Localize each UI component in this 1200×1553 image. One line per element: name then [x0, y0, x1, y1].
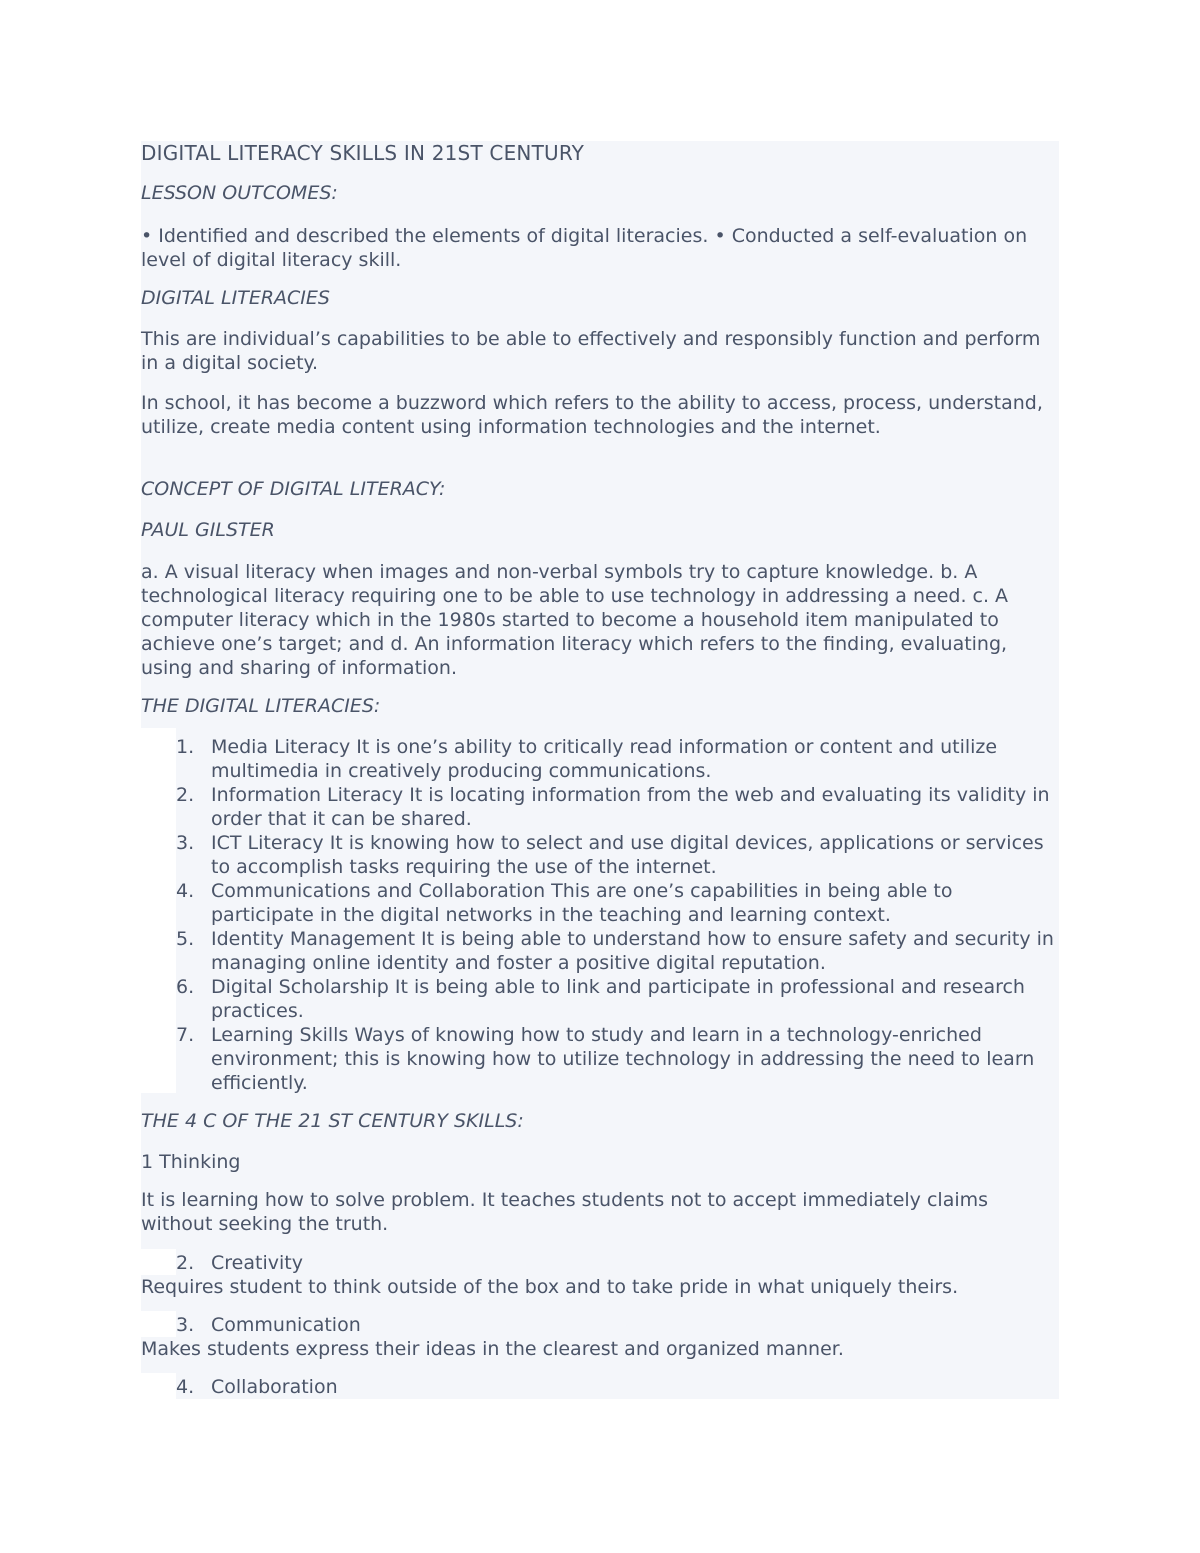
list-item: 6. Digital Scholarship It is being able to link and participate in professional and research practices.	[176, 976, 1025, 1022]
digital-literacies-heading: DIGITAL LITERACIES	[141, 287, 330, 309]
four-c-heading: THE 4 C OF THE 21 ST CENTURY SKILLS:	[141, 1110, 524, 1132]
the-digital-literacies-heading: THE DIGITAL LITERACIES:	[141, 695, 381, 717]
list-item: 3. ICT Literacy It is knowing how to select and use digital devices, applications or services to accomplish tasks requiring the use of the internet.	[176, 832, 1044, 878]
document-page	[141, 141, 1059, 1399]
list-item: 2. Creativity	[176, 1252, 303, 1274]
thinking-paragraph: It is learning how to solve problem. It teaches students not to accept immediately claims without seeking the truth.	[141, 1189, 989, 1235]
list-item: 5. Identity Management It is being able to understand how to ensure safety and security in managing online identity and foster a positive digital reputation.	[176, 928, 1054, 974]
list-item: 4. Communications and Collaboration This are one’s capabilities in being able to participate in the digital networks in the teaching and learning context.	[176, 880, 953, 926]
list-indent-margin	[141, 1373, 176, 1399]
definition-paragraph: This are individual’s capabilities to be able to effectively and responsibly function and perform in a digital society.	[141, 328, 1041, 374]
digital-literacies-list	[176, 735, 1056, 1095]
list-item: 7. Learning Skills Ways of knowing how to study and learn in a technology-enriched environment; this is knowing how to utilize technology in addressing the need to learn efficiently.	[176, 1024, 1035, 1094]
list-indent-margin	[141, 1249, 176, 1275]
communication-list	[176, 1313, 1056, 1337]
creativity-paragraph: Requires student to think outside of the box and to take pride in what uniquely theirs.	[141, 1276, 959, 1298]
list-item: 1. Media Literacy It is one’s ability to critically read information or content and utilize multimedia in creatively producing communications.	[176, 736, 998, 782]
communication-paragraph: Makes students express their ideas in the clearest and organized manner.	[141, 1338, 844, 1360]
thinking-label: 1 Thinking	[141, 1151, 241, 1173]
list-item: 2. Information Literacy It is locating information from the web and evaluating its validity in order that it can be shared.	[176, 784, 1050, 830]
concept-paragraph: a. A visual literacy when images and non-verbal symbols try to capture knowledge. b. A technological literacy requiring one to be able to use technology in addressing a need. c. A computer literacy which in the 1980s started to become a household item manipulated to achieve one’s target; and d. An information literacy which refers to the finding, evaluating, using and sharing of information.	[141, 561, 1009, 679]
list-item: 3. Communication	[176, 1314, 361, 1336]
document-title: DIGITAL LITERACY SKILLS IN 21ST CENTURY	[141, 141, 585, 165]
collaboration-list	[176, 1375, 1056, 1399]
list-item: 4. Collaboration	[176, 1376, 338, 1398]
lesson-outcomes-text: • Identified and described the elements of digital literacies. • Conducted a self-evaluation on level of digital literacy skill.	[141, 225, 1028, 271]
list-indent-margin	[141, 728, 176, 1093]
list-indent-margin	[141, 1311, 176, 1337]
concept-heading: CONCEPT OF DIGITAL LITERACY:	[141, 478, 446, 500]
school-paragraph: In school, it has become a buzzword which refers to the ability to access, process, understand, utilize, create media content using information technologies and the internet.	[141, 392, 1043, 438]
creativity-list	[176, 1251, 1056, 1275]
lesson-outcomes-heading: LESSON OUTCOMES:	[141, 182, 338, 204]
author-heading: PAUL GILSTER	[141, 519, 275, 541]
